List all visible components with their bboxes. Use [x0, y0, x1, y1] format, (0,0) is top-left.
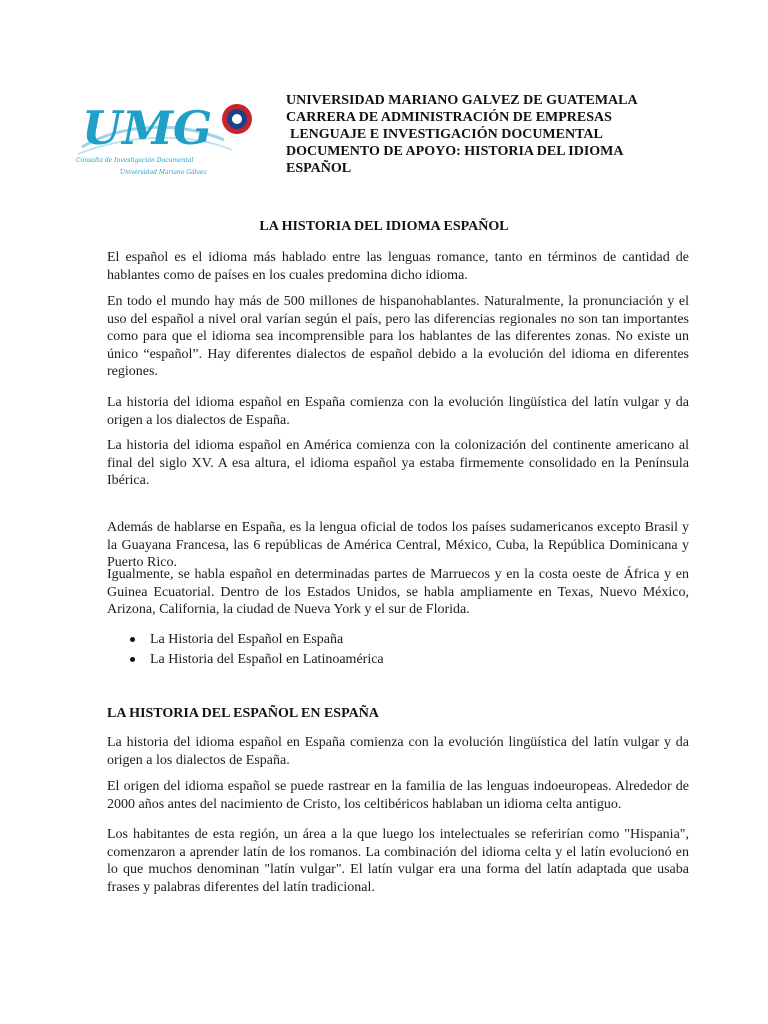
- header-document: DOCUMENTO DE APOYO: HISTORIA DEL IDIOMA: [286, 144, 624, 159]
- list-item-text: La Historia del Español en Latinoamérica: [150, 652, 384, 667]
- svg-text:UMG: UMG: [82, 101, 213, 155]
- header-document-cont: ESPAÑOL: [286, 161, 352, 176]
- document-title: LA HISTORIA DEL IDIOMA ESPAÑOL: [259, 219, 509, 234]
- university-logo: [74, 92, 270, 182]
- paragraph: El español es el idioma más hablado entre las lenguas romance, tanto en términos de cantidad de hablantes como de países en los cuales predomina dicho idioma.: [107, 250, 689, 283]
- bullet-icon: [130, 657, 135, 662]
- svg-text:Universidad Mariano Gálvez: Universidad Mariano Gálvez: [120, 169, 207, 176]
- paragraph: Además de hablarse en España, es la lengua oficial de todos los países sudamericanos excepto Brasil y la Guayana Francesa, las 6 repúblicas de América Central, México, Cuba, la República Dominicana y Puerto Rico.: [107, 520, 689, 570]
- paragraph: El origen del idioma español se puede rastrear en la familia de las lenguas indoeuropeas. Alrededor de 2000 años antes del nacimiento de Cristo, los celtibéricos hablaban un idioma celta antiguo.: [107, 779, 689, 812]
- paragraph: La historia del idioma español en España comienza con la evolución lingüística del latín vulgar y da origen a los dialectos de España.: [107, 735, 689, 768]
- svg-text:Consulta de Investigación Docu: Consulta de Investigación Documental: [76, 157, 194, 164]
- paragraph: La historia del idioma español en América comienza con la colonización del continente americano al final del siglo XV. A esa altura, el idioma español ya estaba firmemente consolidado en la Península Ibérica.: [107, 438, 689, 488]
- header-course: LENGUAJE E INVESTIGACIÓN DOCUMENTAL: [290, 127, 603, 142]
- paragraph: Los habitantes de esta región, un área a la que luego los intelectuales se referirían como "Hispania", comenzaron a aprender latín de los romanos. La combinación del idioma celta y el latín evolucionó en lo que muchos denominan "latín vulgar". El latín vulgar era una forma del latín adaptada que usaba frases y palabras diferentes del latín tradicional.: [107, 827, 689, 895]
- paragraph: La historia del idioma español en España comienza con la evolución lingüística del latín vulgar y da origen a los dialectos de España.: [107, 395, 689, 428]
- document-header: [286, 92, 686, 177]
- section-heading: LA HISTORIA DEL ESPAÑOL EN ESPAÑA: [107, 706, 379, 721]
- list-item: [128, 650, 688, 670]
- header-career: CARRERA DE ADMINISTRACIÓN DE EMPRESAS: [286, 110, 612, 125]
- paragraph: Igualmente, se habla español en determinadas partes de Marruecos y en la costa oeste de África y en Guinea Ecuatorial. Dentro de los Estados Unidos, se habla ampliamente en Texas, Nuevo México, Arizona, California, la ciudad de Nueva York y el sur de Florida.: [107, 567, 689, 617]
- header-university: UNIVERSIDAD MARIANO GALVEZ DE GUATEMALA: [286, 93, 638, 108]
- list-item-text: La Historia del Español en España: [150, 632, 344, 647]
- list-item: [128, 630, 688, 650]
- bullet-list: [128, 630, 688, 670]
- paragraph: En todo el mundo hay más de 500 millones de hispanohablantes. Naturalmente, la pronunciación y el uso del español a nivel oral varían según el país, pero las diferencias regionales no son tan importantes como para que el idioma sea incomprensible para los hablantes de las diferentes zonas. No existe un único “español”. Hay diferentes dialectos de español debido a la evolución del idioma en diferentes regiones.: [107, 294, 689, 379]
- bullet-icon: [130, 637, 135, 642]
